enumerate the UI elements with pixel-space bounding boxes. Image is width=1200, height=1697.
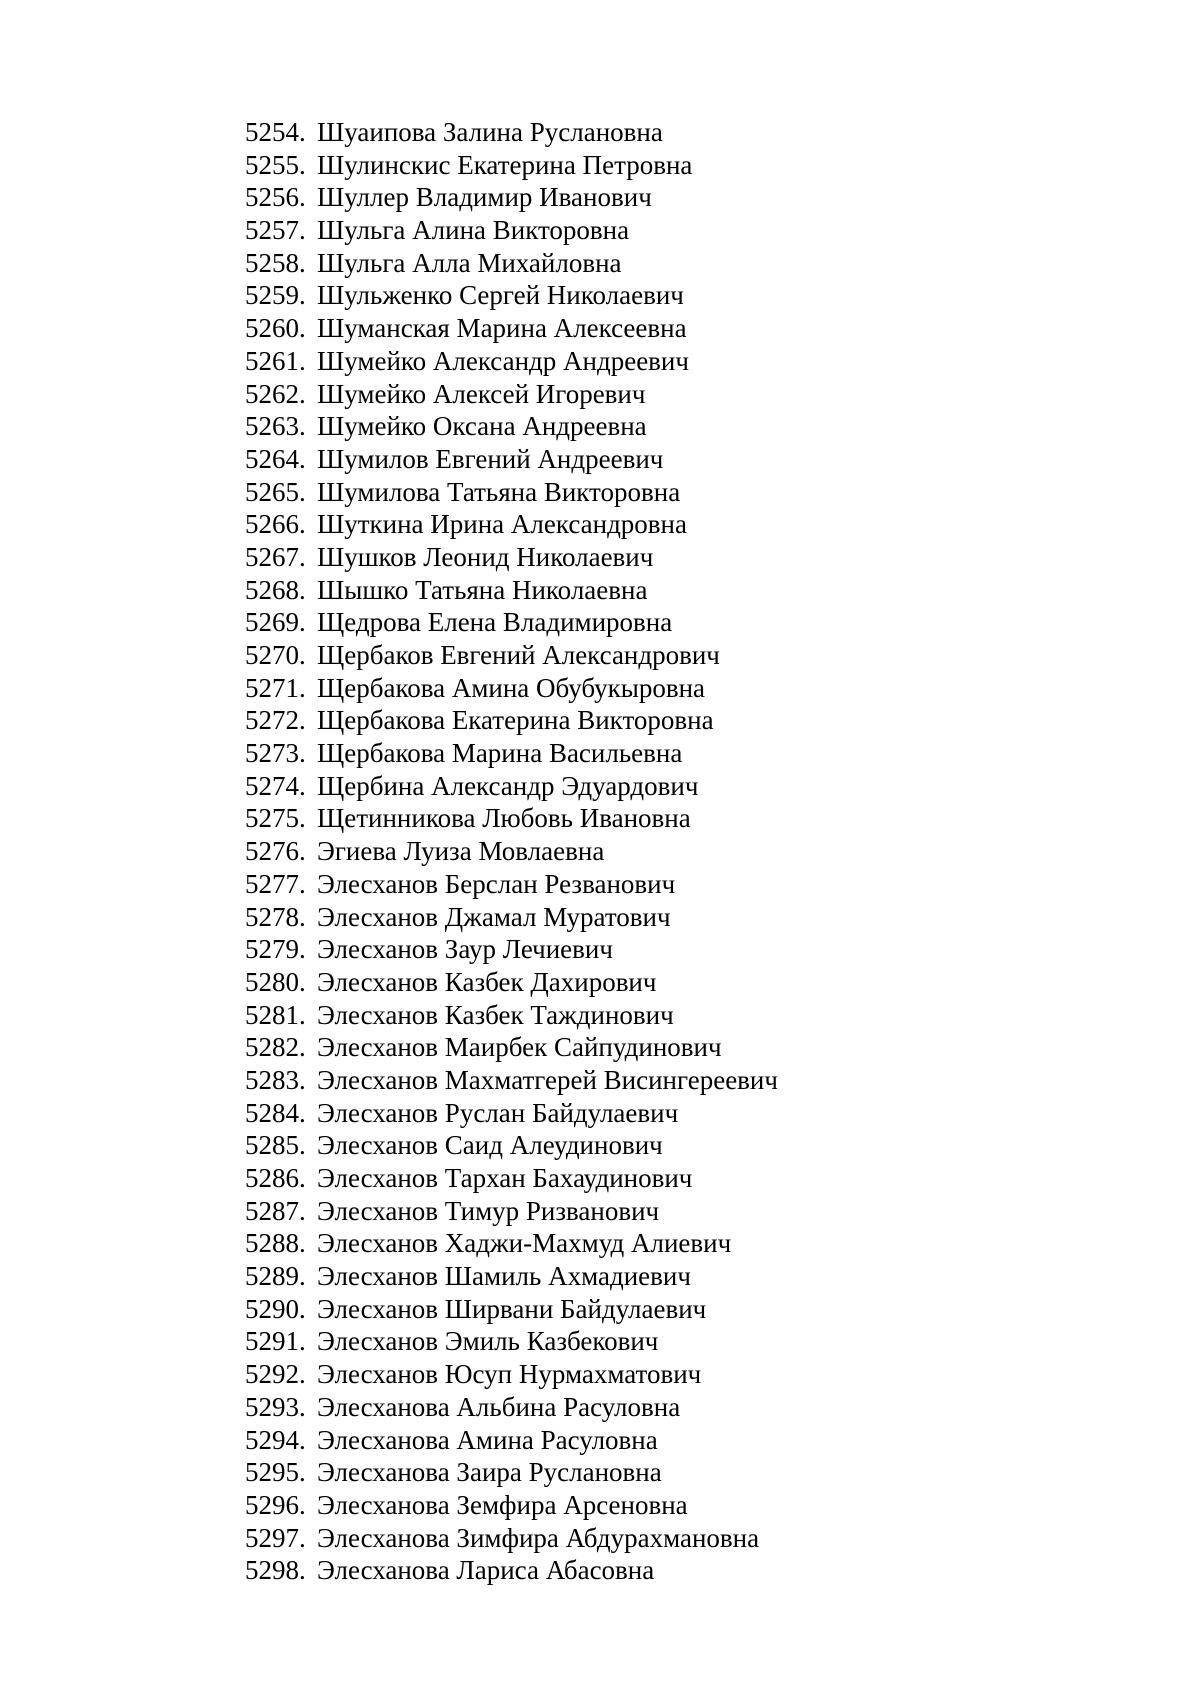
list-item (245, 933, 778, 966)
name-list (245, 116, 778, 1587)
list-item (245, 508, 778, 541)
list-item (245, 966, 778, 999)
entry-number: 5297. (245, 1522, 306, 1553)
entry-number: 5261. (245, 345, 306, 376)
entry-name: Элесханов Казбек Таждинович (317, 999, 674, 1030)
entry-number: 5285. (245, 1130, 306, 1161)
entry-number: 5255. (245, 149, 306, 180)
entry-number: 5266. (245, 509, 306, 540)
list-item (245, 737, 778, 770)
entry-name: Элесханов Казбек Дахирович (317, 966, 657, 997)
list-item (245, 1260, 778, 1293)
entry-name: Элесханова Лариса Абасовна (317, 1555, 655, 1586)
list-item (245, 704, 778, 737)
entry-number: 5270. (245, 640, 306, 670)
entry-name: Элесханова Земфира Арсеновна (317, 1489, 688, 1520)
entry-name: Шумилова Татьяна Викторовна (317, 476, 681, 507)
entry-number: 5267. (245, 541, 306, 572)
entry-number: 5292. (245, 1359, 306, 1390)
list-item (245, 214, 778, 247)
entry-name: Шуллер Владимир Иванович (317, 182, 652, 213)
entry-number: 5284. (245, 1097, 306, 1128)
list-item (245, 1391, 778, 1424)
list-item (245, 1424, 778, 1457)
entry-number: 5254. (245, 117, 306, 147)
entry-name: Элесханов Тимур Ризванович (317, 1195, 660, 1226)
list-item (245, 116, 778, 149)
entry-number: 5291. (245, 1326, 306, 1357)
entry-name: Щербакова Екатерина Викторовна (317, 705, 714, 736)
entry-name: Шуткина Ирина Александровна (317, 509, 687, 540)
entry-name: Эгиева Луиза Мовлаевна (317, 836, 605, 867)
list-item (245, 639, 778, 672)
list-item (245, 1489, 778, 1522)
entry-number: 5272. (245, 705, 306, 736)
entry-number: 5263. (245, 411, 306, 442)
list-item (245, 901, 778, 934)
entry-name: Шушков Леонид Николаевич (317, 541, 654, 572)
entry-name: Элесханов Хаджи-Махмуд Алиевич (317, 1228, 732, 1259)
entry-name: Шулинскис Екатерина Петровна (317, 149, 693, 180)
entry-name: Элесханова Альбина Расуловна (317, 1391, 681, 1422)
entry-name: Щетинникова Любовь Ивановна (317, 803, 691, 834)
list-item (245, 1456, 778, 1489)
list-item (245, 476, 778, 509)
list-item (245, 378, 778, 411)
entry-name: Элесханов Заур Лечиевич (317, 934, 613, 965)
entry-number: 5296. (245, 1489, 306, 1520)
entry-name: Шышко Татьяна Николаевна (317, 574, 648, 605)
entry-number: 5290. (245, 1293, 306, 1324)
entry-number: 5280. (245, 966, 306, 997)
entry-name: Элесханов Эмиль Казбекович (317, 1326, 659, 1357)
entry-name: Элесханов Саид Алеудинович (317, 1130, 663, 1161)
entry-number: 5277. (245, 868, 306, 899)
entry-number: 5259. (245, 280, 306, 311)
list-item (245, 999, 778, 1032)
entry-name: Шумейко Александр Андреевич (317, 345, 689, 376)
entry-number: 5298. (245, 1555, 306, 1586)
entry-number: 5282. (245, 1032, 306, 1063)
entry-number: 5288. (245, 1228, 306, 1259)
entry-name: Элесханова Заира Руслановна (317, 1457, 662, 1488)
entry-name: Шульга Алина Викторовна (317, 215, 630, 246)
entry-number: 5276. (245, 836, 306, 867)
entry-name: Элесханов Руслан Байдулаевич (317, 1097, 679, 1128)
list-item (245, 802, 778, 835)
list-item (245, 1129, 778, 1162)
entry-number: 5274. (245, 770, 306, 801)
entry-number: 5271. (245, 672, 306, 703)
entry-name: Элесханов Тархан Бахаудинович (317, 1163, 693, 1193)
entry-name: Щедрова Елена Владимировна (317, 607, 673, 638)
list-item (245, 1358, 778, 1391)
entry-name: Элесханов Ширвани Байдулаевич (317, 1293, 707, 1324)
entry-name: Шульга Алла Михайловна (317, 247, 622, 278)
list-item (245, 279, 778, 312)
entry-number: 5275. (245, 803, 306, 834)
list-item (245, 312, 778, 345)
entry-number: 5293. (245, 1391, 306, 1422)
entry-name: Шуманская Марина Алексеевна (317, 313, 687, 344)
list-item (245, 1522, 778, 1555)
entry-number: 5278. (245, 901, 306, 932)
list-item (245, 443, 778, 476)
list-item (245, 1031, 778, 1064)
list-item (245, 247, 778, 280)
list-item (245, 672, 778, 705)
entry-name: Шумейко Алексей Игоревич (317, 378, 646, 409)
entry-number: 5273. (245, 738, 306, 769)
entry-name: Шумилов Евгений Андреевич (317, 443, 664, 474)
entry-number: 5268. (245, 574, 306, 605)
list-item (245, 1227, 778, 1260)
entry-number: 5279. (245, 934, 306, 965)
list-item (245, 345, 778, 378)
entry-number: 5294. (245, 1424, 306, 1455)
entry-number: 5295. (245, 1457, 306, 1488)
entry-name: Щербина Александр Эдуардович (317, 770, 699, 801)
entry-number: 5264. (245, 443, 306, 474)
entry-number: 5257. (245, 215, 306, 246)
entry-number: 5269. (245, 607, 306, 638)
list-item (245, 1195, 778, 1228)
list-item (245, 1293, 778, 1326)
list-item (245, 1554, 778, 1587)
list-item (245, 574, 778, 607)
entry-number: 5258. (245, 247, 306, 278)
list-item (245, 541, 778, 574)
list-item (245, 606, 778, 639)
entry-name: Элесханов Шамиль Ахмадиевич (317, 1261, 691, 1292)
list-item (245, 1064, 778, 1097)
entry-name: Элесханов Берслан Резванович (317, 868, 676, 899)
list-item (245, 1325, 778, 1358)
entry-name: Элесханов Маирбек Сайпудинович (317, 1032, 722, 1063)
entry-name: Элесханов Юсуп Нурмахматович (317, 1359, 702, 1390)
entry-name: Элесханова Зимфира Абдурахмановна (317, 1522, 760, 1553)
entry-name: Элесханова Амина Расуловна (317, 1424, 658, 1455)
entry-number: 5256. (245, 182, 306, 213)
entry-name: Шуаипова Залина Руслановна (317, 117, 663, 147)
entry-name: Щербакова Марина Васильевна (317, 738, 683, 769)
list-item (245, 770, 778, 803)
list-item (245, 868, 778, 901)
entry-name: Щербакова Амина Обубукыровна (317, 672, 706, 703)
list-item (245, 149, 778, 182)
list-item (245, 835, 778, 868)
entry-number: 5283. (245, 1064, 306, 1095)
entry-name: Шульженко Сергей Николаевич (317, 280, 684, 311)
list-item (245, 181, 778, 214)
list-item (245, 1097, 778, 1130)
list-item (245, 1162, 778, 1195)
entry-name: Элесханов Джамал Муратович (317, 901, 671, 932)
entry-number: 5289. (245, 1261, 306, 1292)
entry-name: Элесханов Махматгерей Висингереевич (317, 1064, 778, 1095)
entry-number: 5262. (245, 378, 306, 409)
entry-name: Щербаков Евгений Александрович (317, 640, 720, 670)
entry-number: 5265. (245, 476, 306, 507)
list-item (245, 410, 778, 443)
entry-number: 5286. (245, 1163, 306, 1193)
entry-name: Шумейко Оксана Андреевна (317, 411, 647, 442)
entry-number: 5260. (245, 313, 306, 344)
entry-number: 5287. (245, 1195, 306, 1226)
entry-number: 5281. (245, 999, 306, 1030)
